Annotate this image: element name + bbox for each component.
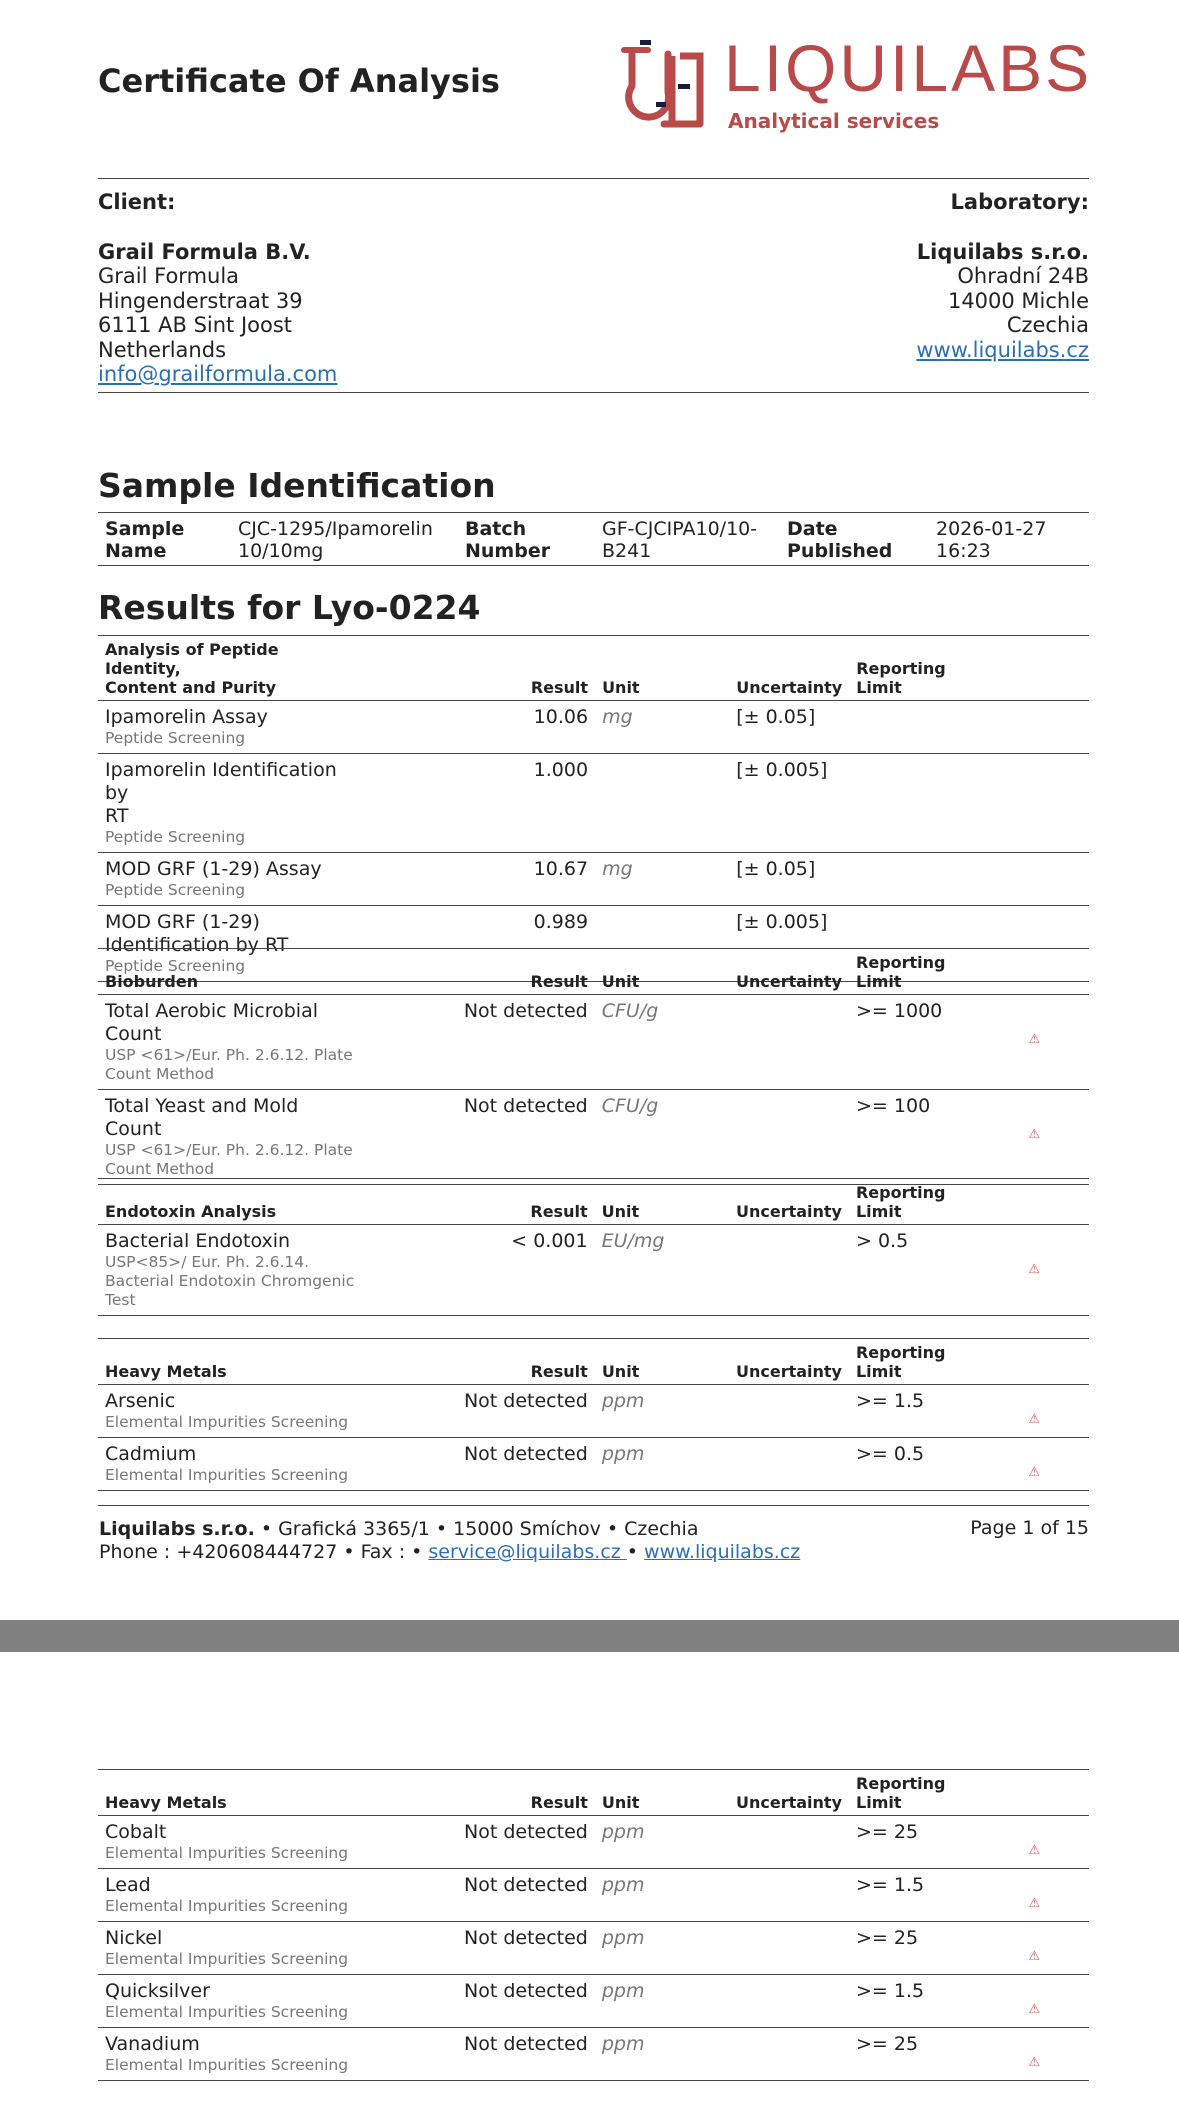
column-header-uncertainty: Uncertainty: [729, 1770, 849, 1816]
column-header-reporting-limit: [849, 636, 1003, 701]
table-section-title: [98, 636, 367, 701]
analyte-method: USP<85>/ Eur. Ph. 2.6.14.: [105, 1253, 310, 1271]
client-line: Hingenderstraat 39: [98, 288, 303, 313]
warning-icon: ⚠: [1028, 1896, 1041, 1911]
table-header-row: [98, 1179, 1089, 1225]
results-heading: Results for Lyo-0224: [98, 588, 481, 627]
footer-web-link[interactable]: www.liquilabs.cz: [644, 1541, 801, 1563]
table-section-title: [98, 949, 366, 995]
analyte-cell: [98, 1385, 366, 1438]
reporting-limit-value: >= 1.5: [849, 1385, 1003, 1438]
warning-icon: ⚠: [1028, 1465, 1041, 1480]
analyte-cell: [98, 853, 367, 906]
reporting-limit-value: > 0.5: [849, 1225, 1003, 1316]
uncertainty-value: [± 0.005]: [729, 906, 849, 982]
client-line: Grail Formula: [98, 264, 240, 288]
column-header-reporting-limit: [849, 1179, 1003, 1225]
unit-value: CFU/g: [595, 1090, 729, 1185]
unit-value: [595, 754, 729, 853]
page-2: [0, 1652, 1179, 2116]
table-row: [98, 1922, 1089, 1975]
analyte-method: Peptide Screening: [105, 828, 246, 846]
result-value: Not detected: [366, 1090, 595, 1185]
uncertainty-value: [729, 1225, 849, 1316]
analyte-name: Count: [105, 1023, 162, 1045]
date-published-value: 2026-01-27 16:23: [936, 518, 1047, 562]
table-header-row: [98, 1770, 1089, 1816]
unit-value: ppm: [595, 1922, 729, 1975]
table-row: [98, 995, 1089, 1090]
table-header-row: [98, 949, 1089, 995]
analyte-name: Cobalt: [105, 1821, 167, 1843]
logo-tagline: Analytical services: [728, 109, 940, 133]
table-row: [98, 1090, 1089, 1185]
table-section-title-line: Heavy Metals: [105, 1793, 227, 1812]
table-row: [98, 2028, 1089, 2081]
footer-address: • Grafická 3365/1 • 15000 Smíchov • Czechia: [254, 1518, 699, 1540]
column-header-line: Reporting: [856, 953, 946, 972]
reporting-limit-value: >= 25: [849, 2028, 1003, 2081]
reporting-limit-value: >= 25: [849, 1922, 1003, 1975]
analyte-method: Elemental Impurities Screening: [105, 1897, 349, 1915]
column-header-line: Reporting: [856, 659, 946, 678]
analyte-method: Elemental Impurities Screening: [105, 1413, 349, 1431]
divider: [98, 392, 1089, 393]
analyte-name: RT: [105, 805, 129, 827]
table-section-title-line: Content and Purity: [105, 678, 277, 697]
column-header-line: Reporting: [856, 1774, 946, 1793]
analyte-name: Bacterial Endotoxin: [105, 1230, 291, 1252]
client-line: 6111 AB Sint Joost: [98, 313, 293, 337]
table-row: [98, 1975, 1089, 2028]
column-header-reporting-limit: [849, 1339, 1003, 1385]
analyte-name: Ipamorelin Assay: [105, 706, 268, 728]
result-value: Not detected: [366, 2028, 595, 2081]
table-row: [98, 1869, 1089, 1922]
result-value: < 0.001: [366, 1225, 594, 1316]
result-value: Not detected: [366, 1869, 595, 1922]
analyte-name: Ipamorelin Identification by: [105, 759, 337, 804]
uncertainty-value: [729, 1438, 849, 1491]
analyte-name: Vanadium: [105, 2033, 200, 2055]
analyte-method: Peptide Screening: [105, 881, 246, 899]
page-separator: [0, 1620, 1179, 1652]
table-header-row: [98, 1339, 1089, 1385]
laboratory-address: [916, 190, 1089, 362]
flag-cell: [1003, 995, 1089, 1090]
result-value: 1.000: [367, 754, 595, 853]
unit-value: EU/mg: [595, 1225, 729, 1316]
table-row: [98, 1385, 1089, 1438]
column-header-result: Result: [366, 949, 595, 995]
flag-cell: [1003, 1816, 1089, 1869]
column-header-unit: Unit: [595, 636, 729, 701]
reporting-limit-value: >= 25: [849, 1816, 1003, 1869]
analyte-name: Nickel: [105, 1927, 163, 1949]
warning-icon: ⚠: [1028, 1262, 1041, 1277]
footer-email-link[interactable]: service@liquilabs.cz: [428, 1541, 627, 1563]
footer-divider: [98, 1505, 1089, 1506]
sample-identification-table: [98, 512, 1089, 566]
analyte-cell: [98, 1225, 366, 1316]
laboratory-web-link[interactable]: www.liquilabs.cz: [916, 337, 1089, 362]
analyte-method: Elemental Impurities Screening: [105, 1950, 349, 1968]
column-header-unit: Unit: [595, 1770, 729, 1816]
uncertainty-value: [± 0.005]: [729, 754, 849, 853]
results-table-peptide: [98, 635, 1089, 982]
sample-identification-heading: Sample Identification: [98, 466, 496, 505]
column-header-unit: Unit: [595, 949, 729, 995]
sample-name-label: Sample Name: [105, 518, 185, 562]
uncertainty-value: [729, 1922, 849, 1975]
unit-value: mg: [595, 853, 729, 906]
reporting-limit-value: [849, 853, 1003, 906]
warning-icon: ⚠: [1028, 1127, 1041, 1142]
uncertainty-value: [± 0.05]: [729, 853, 849, 906]
analyte-cell: [98, 1090, 366, 1185]
table-section-title: [98, 1770, 366, 1816]
uncertainty-value: [729, 2028, 849, 2081]
table-row: [98, 701, 1089, 754]
uncertainty-value: [729, 1816, 849, 1869]
reporting-limit-value: [849, 754, 1003, 853]
result-value: Not detected: [366, 995, 595, 1090]
analyte-method: USP <61>/Eur. Ph. 2.6.12. Plate: [105, 1141, 353, 1159]
column-header-uncertainty: Uncertainty: [729, 1339, 849, 1385]
reporting-limit-value: >= 1.5: [849, 1975, 1003, 2028]
unit-value: ppm: [595, 1869, 729, 1922]
flag-cell: [1003, 2028, 1089, 2081]
analyte-method: Elemental Impurities Screening: [105, 1844, 349, 1862]
laboratory-line: 14000 Michle: [947, 288, 1089, 313]
table-section-title: [98, 1179, 366, 1225]
flask-icon: [620, 34, 710, 134]
date-published-label: Date Published: [787, 518, 893, 562]
flag-cell: [1004, 754, 1089, 853]
unit-value: mg: [595, 701, 729, 754]
column-header-reporting-limit: [849, 949, 1003, 995]
column-header-line: Limit: [856, 972, 902, 991]
analyte-cell: [98, 1869, 366, 1922]
column-header-flag: [1003, 1770, 1089, 1816]
result-value: 10.06: [367, 701, 595, 754]
analyte-cell: [98, 1922, 366, 1975]
analyte-method: Bacterial Endotoxin Chromgenic: [105, 1272, 355, 1290]
reporting-limit-value: >= 1.5: [849, 1869, 1003, 1922]
column-header-flag: [1004, 636, 1089, 701]
client-email-link[interactable]: info@grailformula.com: [98, 362, 338, 386]
analyte-name: Cadmium: [105, 1443, 197, 1465]
analyte-name: Total Aerobic Microbial: [105, 1000, 319, 1022]
flag-cell: [1003, 1225, 1089, 1316]
column-header-result: Result: [366, 1179, 594, 1225]
footer-separator: •: [626, 1541, 645, 1563]
uncertainty-value: [729, 1385, 849, 1438]
analyte-cell: [98, 754, 367, 853]
reporting-limit-value: >= 100: [849, 1090, 1003, 1185]
column-header-line: Limit: [856, 678, 902, 697]
analyte-cell: [98, 701, 367, 754]
client-company: Grail Formula B.V.: [98, 239, 311, 264]
column-header-line: Limit: [856, 1793, 902, 1812]
table-section-title-line: Heavy Metals: [105, 1362, 227, 1381]
flag-cell: [1003, 1975, 1089, 2028]
column-header-unit: Unit: [595, 1179, 729, 1225]
flag-cell: [1003, 1385, 1089, 1438]
column-header-result: Result: [366, 1770, 595, 1816]
column-header-flag: [1003, 1179, 1089, 1225]
table-section-title-line: Bioburden: [105, 972, 199, 991]
client-heading: Client:: [98, 190, 176, 214]
column-header-line: Reporting: [855, 1343, 946, 1362]
unit-value: ppm: [595, 1975, 729, 2028]
table-row: [98, 1438, 1089, 1491]
uncertainty-value: [729, 1975, 849, 2028]
warning-icon: ⚠: [1028, 1843, 1041, 1858]
column-header-uncertainty: Uncertainty: [729, 949, 849, 995]
flag-cell: [1003, 1869, 1089, 1922]
unit-value: ppm: [595, 2028, 729, 2081]
analyte-method: Test: [105, 1291, 136, 1309]
column-header-flag: [1003, 949, 1089, 995]
result-value: Not detected: [366, 1975, 595, 2028]
table-row: [98, 1816, 1089, 1869]
results-table-endotoxin: [98, 1178, 1089, 1316]
laboratory-line: Ohradní 24B: [957, 264, 1089, 288]
result-value: Not detected: [366, 1438, 595, 1491]
uncertainty-value: [± 0.05]: [729, 701, 849, 754]
warning-icon: ⚠: [1028, 2055, 1041, 2070]
analyte-method: Count Method: [105, 1065, 215, 1083]
analyte-name: Arsenic: [105, 1390, 176, 1412]
warning-icon: ⚠: [1028, 2002, 1041, 2017]
document-title: Certificate Of Analysis: [98, 62, 500, 100]
analyte-name: Lead: [105, 1874, 151, 1896]
footer: [99, 1518, 800, 1564]
unit-value: ppm: [595, 1438, 729, 1491]
uncertainty-value: [729, 1869, 849, 1922]
analyte-cell: [98, 1975, 366, 2028]
column-header-line: Limit: [855, 1362, 902, 1381]
client-address: [98, 190, 337, 387]
column-header-result: Result: [366, 1339, 595, 1385]
laboratory-company: Liquilabs s.r.o.: [916, 239, 1089, 264]
analyte-method: Peptide Screening: [105, 729, 246, 747]
reporting-limit-value: >= 1000: [849, 995, 1003, 1090]
unit-value: ppm: [595, 1385, 729, 1438]
column-header-uncertainty: Uncertainty: [729, 1179, 849, 1225]
results-table-bioburden: [98, 948, 1089, 1185]
table-row: [98, 853, 1089, 906]
table-row: [98, 1225, 1089, 1316]
table-section-title-line: Analysis of Peptide Identity,: [105, 640, 279, 678]
analyte-name: Total Yeast and Mold Count: [105, 1095, 299, 1140]
footer-company: Liquilabs s.r.o.: [99, 1518, 255, 1540]
uncertainty-value: [729, 995, 849, 1090]
flag-cell: [1003, 1090, 1089, 1185]
client-line: Netherlands: [98, 337, 227, 362]
flag-cell: [1004, 853, 1089, 906]
analyte-cell: [98, 1438, 366, 1491]
result-value: 0.989: [367, 906, 595, 982]
divider: [98, 178, 1089, 179]
footer-phone: Phone : +420608444727 • Fax : •: [99, 1541, 429, 1563]
analyte-name: Quicksilver: [105, 1980, 210, 2002]
warning-icon: ⚠: [1028, 1412, 1041, 1427]
laboratory-heading: Laboratory:: [950, 190, 1089, 214]
column-header-line: Limit: [855, 1202, 902, 1221]
results-table-heavy-metals-continued: [98, 1769, 1089, 2081]
laboratory-line: Czechia: [1006, 313, 1089, 337]
logo-wordmark: LIQUILABS: [724, 31, 1093, 105]
batch-number-label: Batch Number: [465, 518, 551, 562]
analyte-method: Count Method: [105, 1160, 215, 1178]
column-header-reporting-limit: [849, 1770, 1003, 1816]
result-value: Not detected: [366, 1816, 595, 1869]
analyte-cell: [98, 1816, 366, 1869]
result-value: Not detected: [366, 1922, 595, 1975]
column-header-uncertainty: Uncertainty: [729, 636, 849, 701]
result-value: Not detected: [366, 1385, 595, 1438]
flag-cell: [1003, 1438, 1089, 1491]
unit-value: ppm: [595, 1816, 729, 1869]
uncertainty-value: [729, 1090, 849, 1185]
column-header-line: Reporting: [855, 1183, 946, 1202]
analyte-cell: [98, 995, 366, 1090]
flag-cell: [1004, 701, 1089, 754]
analyte-method: USP <61>/Eur. Ph. 2.6.12. Plate: [105, 1046, 353, 1064]
analyte-method: Peptide Screening: [105, 957, 246, 975]
result-value: 10.67: [367, 853, 595, 906]
company-logo: [620, 31, 1093, 144]
results-table-heavy-metals: [98, 1338, 1089, 1491]
analyte-name: MOD GRF (1-29): [105, 911, 260, 933]
warning-icon: ⚠: [1028, 1949, 1041, 1964]
page-number: Page 1 of 15: [970, 1517, 1089, 1539]
flag-cell: [1003, 1922, 1089, 1975]
analyte-name: MOD GRF (1-29) Assay: [105, 858, 322, 880]
table-section-title: [98, 1339, 366, 1385]
table-header-row: [98, 636, 1089, 701]
reporting-limit-value: >= 0.5: [849, 1438, 1003, 1491]
analyte-method: Elemental Impurities Screening: [105, 2003, 349, 2021]
table-section-title-line: Endotoxin Analysis: [105, 1202, 277, 1221]
table-row: [98, 754, 1089, 853]
column-header-result: Result: [367, 636, 595, 701]
analyte-method: Elemental Impurities Screening: [105, 1466, 349, 1484]
column-header-unit: Unit: [595, 1339, 729, 1385]
analyte-name: Identification by RT: [105, 934, 289, 956]
column-header-flag: [1003, 1339, 1089, 1385]
batch-number-value: GF-CJCIPA10/10- B241: [602, 518, 758, 562]
analyte-cell: [98, 2028, 366, 2081]
reporting-limit-value: [849, 701, 1003, 754]
unit-value: CFU/g: [595, 995, 729, 1090]
sample-name-value: CJC-1295/Ipamorelin 10/10mg: [238, 518, 433, 562]
warning-icon: ⚠: [1028, 1032, 1041, 1047]
analyte-method: Elemental Impurities Screening: [105, 2056, 349, 2074]
